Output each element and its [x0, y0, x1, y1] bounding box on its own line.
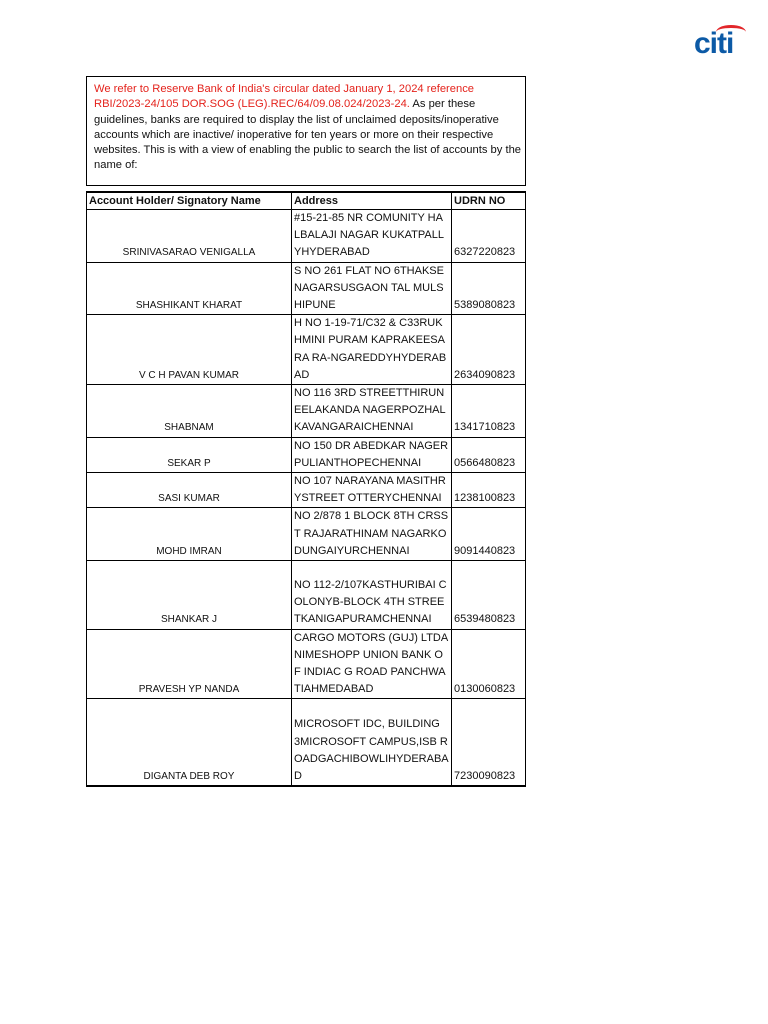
- table-row: [87, 262, 526, 315]
- udrn-number: 0130060823: [452, 629, 526, 699]
- table-row: [87, 315, 526, 385]
- account-holder-name: SASI KUMAR: [87, 473, 292, 508]
- udrn-number: 5389080823: [452, 262, 526, 315]
- udrn-number: 6327220823: [452, 210, 526, 263]
- header-udrn: UDRN NO: [452, 192, 526, 210]
- table-row: [87, 629, 526, 699]
- citi-logo: [694, 26, 746, 60]
- account-holder-name: MOHD IMRAN: [87, 508, 292, 561]
- udrn-number: 9091440823: [452, 508, 526, 561]
- udrn-number: 6539480823: [452, 561, 526, 630]
- unclaimed-accounts-table: [86, 191, 526, 787]
- account-holder-name: SHABNAM: [87, 385, 292, 438]
- udrn-number: 7230090823: [452, 699, 526, 786]
- table-row: [87, 473, 526, 508]
- account-address: NO 2/878 1 BLOCK 8TH CRSST RAJARATHINAM NAGARKODUNGAIYURCHENNAI: [292, 508, 452, 561]
- logo-text: citi: [694, 27, 734, 60]
- table-row: [87, 210, 526, 263]
- account-holder-name: V C H PAVAN KUMAR: [87, 315, 292, 385]
- account-address: NO 107 NARAYANA MASITHRYSTREET OTTERYCHENNAI: [292, 473, 452, 508]
- account-holder-name: SRINIVASARAO VENIGALLA: [87, 210, 292, 263]
- account-address: NO 150 DR ABEDKAR NAGERPULIANTHOPECHENNAI: [292, 437, 452, 472]
- account-holder-name: SHANKAR J: [87, 561, 292, 630]
- account-address: CARGO MOTORS (GUJ) LTDANIMESHOPP UNION BANK OF INDIAC G ROAD PANCHWATIAHMEDABAD: [292, 629, 452, 699]
- account-address: NO 116 3RD STREETTHIRUNEELAKANDA NAGERPOZHAL KAVANGARAICHENNAI: [292, 385, 452, 438]
- udrn-number: 0566480823: [452, 437, 526, 472]
- account-address: MICROSOFT IDC, BUILDING 3MICROSOFT CAMPUS,ISB ROADGACHIBOWLIHYDERABAD: [292, 699, 452, 786]
- notice-circular-reference: We refer to Reserve Bank of India's circular dated January 1, 2024 reference RBI/2023-24/105 DOR.SOG (LEG).REC/64/09.08.024/2023-24.: [94, 83, 475, 111]
- table-row: [87, 437, 526, 472]
- udrn-number: 1341710823: [452, 385, 526, 438]
- udrn-number: 2634090823: [452, 315, 526, 385]
- table-header-row: [87, 192, 526, 210]
- table-row: [87, 508, 526, 561]
- table-row: [87, 561, 526, 630]
- account-holder-name: DIGANTA DEB ROY: [87, 699, 292, 786]
- account-holder-name: SEKAR P: [87, 437, 292, 472]
- notice-guidelines-text: As per these guidelines, banks are required to display the list of unclaimed deposits/inoperative accounts which are inactive/ inoperative for ten years or more on their respective websites. This is with a view of enabling the public to search the list of accounts by the name of:: [94, 98, 522, 172]
- notice-box: [86, 76, 526, 186]
- account-holder-name: PRAVESH YP NANDA: [87, 629, 292, 699]
- header-address: Address: [292, 192, 452, 210]
- table-row: [87, 385, 526, 438]
- header-account-holder: Account Holder/ Signatory Name: [87, 192, 292, 210]
- account-address: S NO 261 FLAT NO 6THAKSENAGARSUSGAON TAL MULSHIPUNE: [292, 262, 452, 315]
- account-address: NO 112-2/107KASTHURIBAI COLONYB-BLOCK 4TH STREETKANIGAPURAMCHENNAI: [292, 561, 452, 630]
- account-holder-name: SHASHIKANT KHARAT: [87, 262, 292, 315]
- account-address: H NO 1-19-71/C32 & C33RUKHMINI PURAM KAPRAKEESARA RA-NGAREDDYHYDERABAD: [292, 315, 452, 385]
- account-address: #15-21-85 NR COMUNITY HALBALAJI NAGAR KUKATPALLYHYDERABAD: [292, 210, 452, 263]
- udrn-number: 1238100823: [452, 473, 526, 508]
- table-row: [87, 699, 526, 786]
